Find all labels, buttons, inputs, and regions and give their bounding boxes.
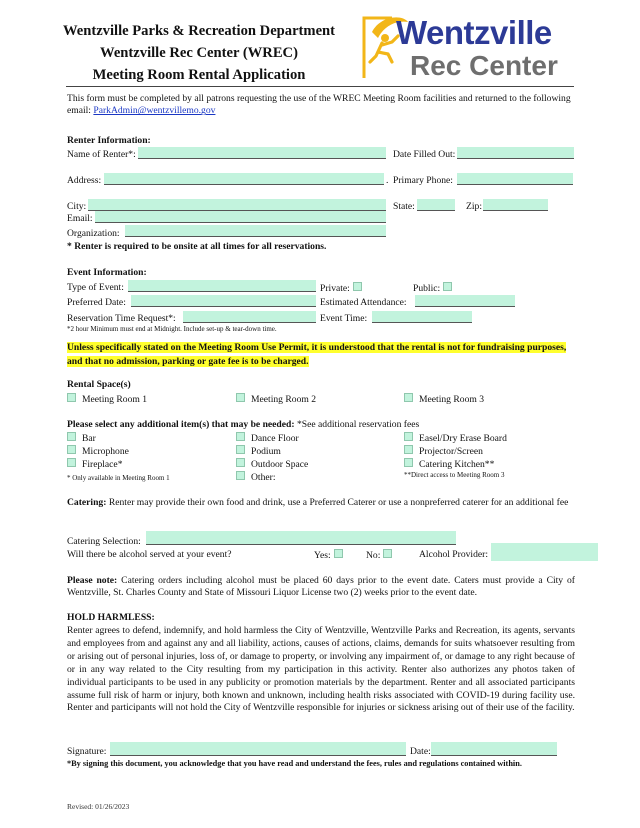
public-checkbox[interactable] — [443, 282, 452, 291]
signature-date-label: Date: — [410, 746, 431, 757]
fireplace-note: * Only available in Meeting Room 1 — [67, 474, 170, 482]
renter-info-heading: Renter Information: — [67, 135, 151, 146]
bar-checkbox[interactable] — [67, 432, 76, 441]
room-3-checkbox[interactable] — [404, 393, 413, 402]
alcohol-no: No: — [366, 549, 392, 562]
organization-label: Organization: — [67, 228, 120, 239]
signature-field[interactable] — [110, 742, 406, 756]
intro-paragraph: This form must be completed by all patrons requesting the use of the WREC Meeting Room facilities and returned to the following email: ParkAdmin@wentzvillemo.gov — [67, 93, 571, 117]
dance-floor-checkbox[interactable] — [236, 432, 245, 441]
city-field[interactable] — [88, 199, 386, 211]
event-time-field[interactable] — [372, 311, 472, 323]
email-label: Email: — [67, 213, 93, 224]
email-link[interactable]: ParkAdmin@wentzvillemo.gov — [93, 105, 216, 117]
attendance-label: Estimated Attendance: — [320, 297, 407, 308]
event-type-label: Type of Event: — [67, 282, 124, 293]
header-divider — [66, 86, 574, 87]
organization-field[interactable] — [125, 225, 386, 237]
rental-space-heading: Rental Space(s) — [67, 379, 131, 390]
state-label: State: — [393, 201, 415, 212]
signature-label: Signature: — [67, 746, 107, 757]
acknowledgement-text: *By signing this document, you acknowledge that you have read and understand the fees, rules and regulations contained within. — [67, 759, 522, 768]
state-field[interactable] — [417, 199, 455, 211]
time-request-field[interactable] — [183, 311, 316, 323]
signature-date-field[interactable] — [431, 742, 557, 756]
catering-selection-label: Catering Selection: — [67, 536, 141, 547]
additional-items-heading: Please select any additional item(s) that may be needed: *See additional reservation fees — [67, 419, 420, 430]
revised-date: Revised: 01/26/2023 — [67, 802, 130, 811]
catering-kitchen-checkbox[interactable] — [404, 458, 413, 467]
microphone-checkbox[interactable] — [67, 445, 76, 454]
outdoor-space-checkbox[interactable] — [236, 458, 245, 467]
item-microphone[interactable]: Microphone — [67, 445, 129, 458]
projector-checkbox[interactable] — [404, 445, 413, 454]
item-catering-kitchen[interactable]: Catering Kitchen** — [404, 458, 494, 471]
date-filled-field[interactable] — [457, 147, 574, 159]
please-note-paragraph: Please note: Catering orders including alcohol must be placed 60 days prior to the event date. Caters must provide a City of Wentzville, St. Charles County and State of Missouri Liquor License two (2) weeks prior to the event date. — [67, 575, 575, 599]
time-note: *2 hour Minimum must end at Midnight. Include set-up & tear-down time. — [67, 325, 277, 333]
preferred-date-label: Preferred Date: — [67, 297, 126, 308]
alcohol-yes: Yes: — [314, 549, 343, 562]
address-label: Address: — [67, 175, 102, 186]
room-option-2[interactable]: Meeting Room 2 — [236, 393, 316, 406]
primary-phone-field[interactable] — [457, 173, 573, 185]
item-outdoor-space[interactable]: Outdoor Space — [236, 458, 308, 471]
other-checkbox[interactable] — [236, 471, 245, 480]
email-field[interactable] — [95, 211, 386, 223]
catering-paragraph: Catering: Renter may provide their own food and drink, use a Preferred Caterer or use a nonpreferred caterer for an additional fee — [67, 497, 569, 508]
catering-kitchen-note: **Direct access to Meeting Room 3 — [404, 471, 505, 479]
alcohol-question: Will there be alcohol served at your event? — [67, 549, 232, 560]
alcohol-no-checkbox[interactable] — [383, 549, 392, 558]
event-type-field[interactable] — [128, 280, 316, 292]
item-dance-floor[interactable]: Dance Floor — [236, 432, 299, 445]
fireplace-checkbox[interactable] — [67, 458, 76, 467]
private-checkbox[interactable] — [353, 282, 362, 291]
renter-name-label: Name of Renter*: — [67, 149, 136, 160]
center-title: Wentzville Rec Center (WREC) — [100, 45, 298, 61]
item-fireplace[interactable]: Fireplace* — [67, 458, 123, 471]
easel-checkbox[interactable] — [404, 432, 413, 441]
event-time-label: Event Time: — [320, 313, 368, 324]
item-bar[interactable]: Bar — [67, 432, 96, 445]
attendance-field[interactable] — [415, 295, 515, 307]
logo-rec-center-text: Rec Center — [410, 50, 558, 81]
alcohol-yes-checkbox[interactable] — [334, 549, 343, 558]
alcohol-provider-label: Alcohol Provider: — [419, 549, 489, 560]
room-2-checkbox[interactable] — [236, 393, 245, 402]
wentzville-logo — [358, 12, 570, 84]
event-info-heading: Event Information: — [67, 267, 147, 278]
item-projector[interactable]: Projector/Screen — [404, 445, 483, 458]
city-label: City: — [67, 201, 87, 212]
catering-selection-field[interactable] — [146, 531, 456, 545]
address-field[interactable] — [104, 173, 384, 185]
renter-onsite-note: * Renter is required to be onsite at all times for all reservations. — [67, 241, 327, 252]
item-easel[interactable]: Easel/Dry Erase Board — [404, 432, 507, 445]
zip-field[interactable] — [483, 199, 548, 211]
time-request-label: Reservation Time Request*: — [67, 313, 176, 324]
alcohol-provider-field[interactable] — [491, 543, 598, 561]
department-title: Wentzville Parks & Recreation Department — [62, 23, 336, 39]
date-filled-label: Date Filled Out: — [393, 149, 456, 160]
podium-checkbox[interactable] — [236, 445, 245, 454]
item-podium[interactable]: Podium — [236, 445, 281, 458]
zip-label: Zip: — [466, 201, 482, 212]
public-label: Public: — [413, 282, 452, 295]
permit-notice: Unless specifically stated on the Meeting Room Use Permit, it is understood that the rental is not for fundraising purposes, and that no admission, parking or gate fee is to be charged. — [67, 342, 567, 367]
renter-name-field[interactable] — [138, 147, 386, 159]
form-header — [40, 20, 358, 86]
item-other[interactable]: Other: — [236, 471, 276, 484]
primary-phone-label: Primary Phone: — [393, 175, 453, 186]
preferred-date-field[interactable] — [131, 295, 316, 307]
address-dot: . — [386, 175, 389, 186]
room-option-3[interactable]: Meeting Room 3 — [404, 393, 484, 406]
logo-wentzville-text: Wentzville — [396, 14, 552, 51]
room-1-checkbox[interactable] — [67, 393, 76, 402]
hold-harmless-text: Renter agrees to defend, indemnify, and hold harmless the City of Wentzville, Wentzville Parks and Recreation, its agents, servants and employees from and against any and all liability, actions, causes of actions, claims, demands for suits whatsoever resulting from or arising out of personal injuries, loss of, or damage to property, or involving any impairment of, or damage to any right because of or in any way related to the City resulting from my participation in this activity. Renter also authorizes any photos taken of individual participants to be used in any publicity or promotion materials by the department. Renter and all associated participants assume full risk of harm or injury, both known and unknown, including health risks associated with COVID-19 during facility use. Renter and participants will not hold the City of Wentzville responsible for injuries or sickness arising out of their use of the facility. — [67, 625, 575, 714]
private-label: Private: — [320, 282, 362, 295]
room-option-1[interactable]: Meeting Room 1 — [67, 393, 147, 406]
form-title: Meeting Room Rental Application — [92, 67, 306, 83]
hold-harmless-heading: HOLD HARMLESS: — [67, 612, 155, 623]
